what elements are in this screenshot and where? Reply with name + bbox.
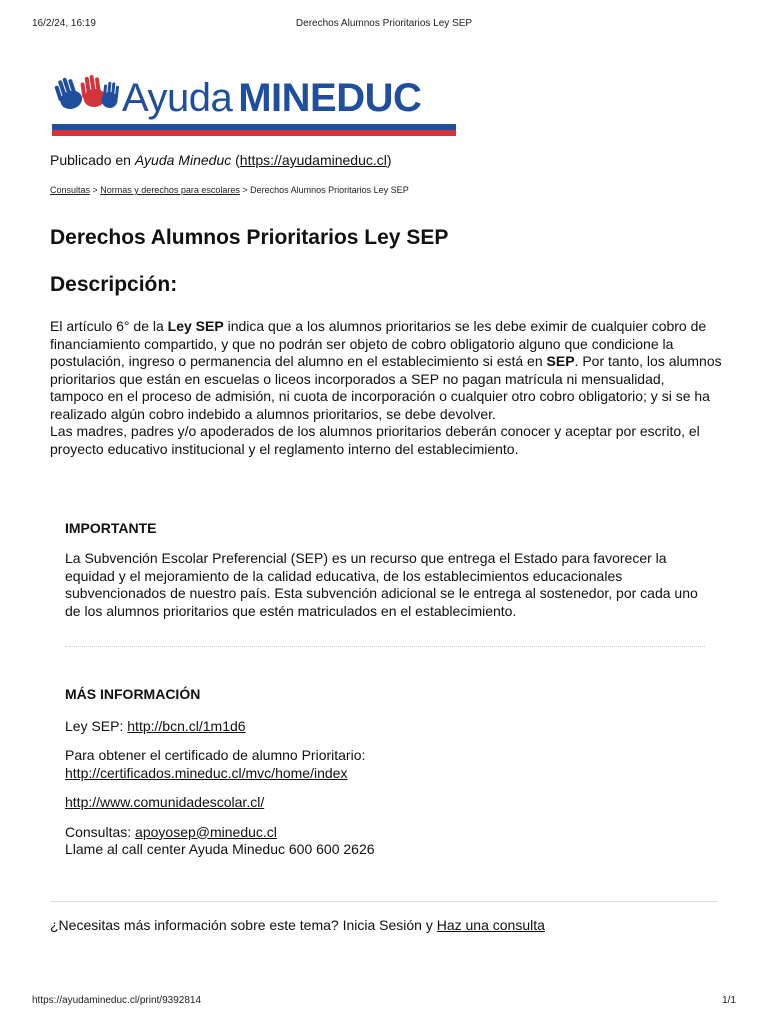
footer-cta [50, 917, 545, 933]
important-heading: IMPORTANTE [65, 520, 157, 536]
logo-text [122, 76, 421, 120]
ley-sep-label: Ley SEP: [65, 717, 128, 734]
description-paragraph-2: Las madres, padres y/o apoderados de los alumnos prioritarios deberán conocer y aceptar por escrito, el proyecto educativo institucional y el reglamento interno del establecimiento. [50, 423, 700, 457]
community-link[interactable]: http://www.comunidadescolar.cl/ [65, 794, 265, 810]
published-line [50, 152, 392, 168]
call-center-text: Llame al call center Ayuda Mineduc 600 600 2626 [65, 841, 375, 857]
ley-sep-line [65, 718, 705, 736]
consultas-email-link[interactable]: apoyosep@mineduc.cl [135, 823, 277, 840]
description-text: El artículo 6° de la [50, 318, 168, 334]
breadcrumb-current: Derechos Alumnos Prioritarios Ley SEP [250, 185, 409, 195]
published-close-paren: ) [386, 152, 392, 168]
consultas-line [65, 824, 705, 842]
community-block [65, 794, 705, 812]
hands-icon [52, 72, 120, 114]
important-section [65, 520, 705, 620]
published-open-paren: ( [231, 152, 240, 168]
footer-cta-text: ¿Necesitas más información sobre este tema? Inicia Sesión y [50, 917, 437, 933]
make-inquiry-link[interactable]: Haz una consulta [436, 917, 545, 933]
ley-sep-link[interactable]: http://bcn.cl/1m1d6 [127, 717, 246, 734]
certificate-label: Para obtener el certificado de alumno Prioritario: [65, 747, 366, 763]
breadcrumb-normas[interactable]: Normas y derechos para escolares [100, 185, 240, 195]
site-url-link[interactable]: https://ayudamineduc.cl [239, 152, 387, 168]
description-paragraph [50, 318, 722, 423]
logo-stripe-red [52, 130, 456, 136]
more-info-heading: MÁS INFORMACIÓN [65, 686, 201, 702]
more-info-section [65, 686, 705, 871]
certificate-link[interactable]: http://certificados.mineduc.cl/mvc/home/index [65, 764, 348, 781]
logo-word-ayuda: Ayuda [122, 76, 233, 120]
important-text: La Subvención Escolar Preferencial (SEP) es un recurso que entrega el Estado para favorecer la equidad y el mejoramiento de la calidad educativa, de los establecimientos educacionales subvencionados de nuestro país. Esta subvención adicional se le entrega al sostenedor, por cada uno de los alumnos prioritarios que estén matriculados en el establecimiento. [65, 550, 698, 619]
published-prefix: Publicado en [50, 152, 135, 168]
ayuda-mineduc-logo[interactable] [52, 68, 462, 138]
logo-word-mineduc: MINEDUC [238, 76, 422, 120]
description-text: . Por tanto, los alumnos prioritarios que están en escuelas o liceos incorporados a SEP no pagan matrícula ni mensualidad, tampoco en el proceso de admisión, ni cuota de incorporación o cualquier otro cobro obligatorio; y si se ha realizado algún cobro indebido a alumnos prioritarios, se debe devolver. [50, 353, 722, 422]
breadcrumb-consultas[interactable]: Consultas [50, 185, 91, 195]
print-doc-title: Derechos Alumnos Prioritarios Ley SEP [295, 18, 473, 29]
breadcrumb-separator: > [90, 185, 101, 195]
description-body [50, 318, 722, 458]
print-footer [32, 995, 736, 1009]
footer-divider [50, 901, 718, 902]
consultas-label: Consultas: [65, 823, 136, 840]
page-number: 1/1 [722, 995, 736, 1006]
certificate-block [65, 747, 705, 782]
page-title: Derechos Alumnos Prioritarios Ley SEP [50, 226, 449, 249]
description-text: indica que a los alumnos prioritarios se les debe eximir de cualquier cobro de financiamiento compartido, y que no podrán ser objeto de cobro obligatorio alguno que condicione la postulación, ingreso o permanencia del alumno en el establecimiento si está en [50, 318, 707, 369]
ley-sep-bold: Ley SEP [167, 318, 224, 334]
print-datetime: 16/2/24, 16:19 [32, 18, 96, 29]
print-header [32, 18, 736, 32]
published-site: Ayuda Mineduc [134, 152, 232, 168]
description-heading: Descripción: [50, 273, 178, 296]
breadcrumb-separator: > [239, 185, 251, 195]
sep-bold: SEP [546, 353, 575, 369]
print-url: https://ayudamineduc.cl/print/9392814 [32, 995, 201, 1006]
contact-block [65, 824, 705, 859]
breadcrumb [50, 185, 409, 195]
section-divider [65, 646, 705, 647]
